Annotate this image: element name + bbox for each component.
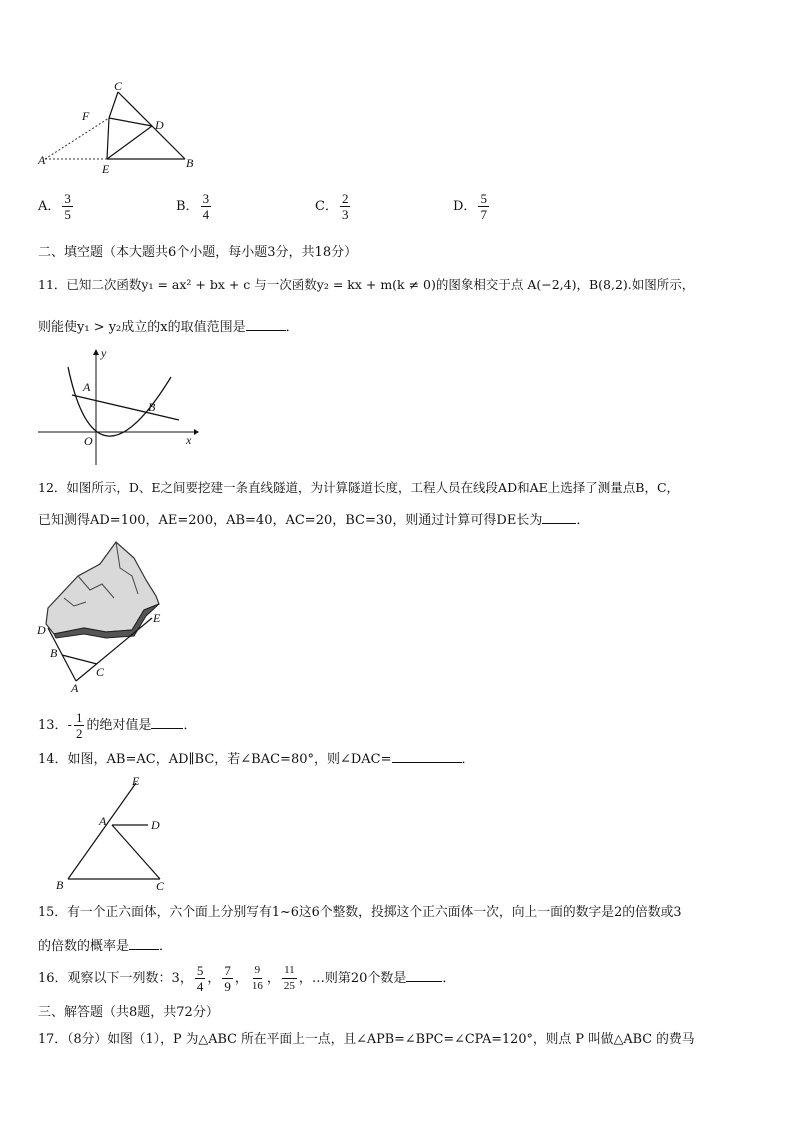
option-b-letter: B． [176,199,199,214]
question-17: 17．（8分）如图（1），P 为△ABC 所在平面上一点，且∠APB=∠BPC=∠CPA=120°，则点 P 叫做△ABC 的费马 [38,1032,695,1047]
label-C: C [114,79,123,93]
label-A: A [38,153,46,167]
question-12-prompt: 已知测得AD=100，AE=200，AB=40，AC=20，BC=30，则通过计算可得DE长为 [38,513,543,528]
label-D: D [155,118,164,132]
option-b-fraction: $\frac{3}{4}$ [202,191,210,222]
point-A-label: A [71,681,79,695]
point-C-label: C [156,879,165,893]
answer-blank-14[interactable] [392,750,462,763]
point-B-label: B [56,878,64,892]
point-A-label: A [83,380,91,394]
answer-blank-16[interactable] [406,969,442,982]
sequence-fraction-3: $\frac{9}{16}$ [251,964,263,992]
question-15-line2: 的倍数的概率是 ． [38,939,173,954]
option-c-letter: C． [315,199,338,214]
sequence-fraction-2: $\frac{7}{9}$ [224,963,231,994]
point-B-label: B [148,400,156,414]
option-b [176,191,213,222]
answer-blank-13[interactable] [151,716,183,729]
question-12-line1: 12．如图所示，D、E之间要挖建一条直线隧道，为计算隧道长度，工程人员在线段AD和AE上选择了测量点B，C， [38,480,680,495]
question-13-fraction: $\frac{1}{2}$ [75,710,83,741]
label-B: B [186,156,194,170]
answer-blank-12[interactable] [542,511,576,524]
axis-x-label: x [186,433,192,447]
option-a-letter: A． [38,199,61,214]
triangle-figure-q14 [50,773,180,893]
sequence-fraction-4: $\frac{11}{25}$ [283,964,295,992]
sequence-fraction-1: $\frac{5}{4}$ [196,963,204,994]
point-A-label: A [99,814,107,828]
option-c [315,191,352,222]
question-13: 13．- $\frac{1}{2}$ 的绝对值是 ． [38,710,197,741]
option-a-fraction: $\frac{3}{5}$ [64,191,71,222]
question-14: 14．如图，AB=AC，AD∥BC，若∠BAC=80°，则∠DAC= ． [38,752,475,767]
answer-blank-11[interactable] [246,318,286,331]
question-12-line2: 已知测得AD=100，AE=200，AB=40，AC=20，BC=30，则通过计算可得DE长为 ． [38,513,590,528]
option-c-fraction: $\frac{2}{3}$ [341,191,349,222]
point-D-label: D [151,818,160,832]
point-C-label: C [96,665,105,679]
question-15-line1: 15．有一个正六面体，六个面上分别写有1~6这6个整数，投掷这个正六面体一次，向上一面的数字是2的倍数或3 [38,905,682,920]
point-E-label: E [153,611,161,625]
option-d-letter: D． [453,199,477,214]
question-11-line1: 11．已知二次函数y₁ = ax² + bx + c 与一次函数y₂ = kx + m(k ≠ 0)的图象相交于点 A(−2,4)，B(8,2).如图所示， [38,277,695,292]
question-14-prompt: 14．如图，AB=AC，AD∥BC，若∠BAC=80°，则∠DAC= [38,752,392,767]
question-16: 16．观察以下一列数：3， $\frac{5}{4}$ ， $\frac{7}{9}$ ， $\frac{9}{16}$ ， $\frac{11}{25}$ ，…则第20个数是 ． [38,963,456,994]
question-11-prompt: 则能使y₁ > y₂成立的x的取值范围是 [38,320,246,335]
question-15-prompt: 的倍数的概率是 [38,939,130,954]
answer-blank-15[interactable] [129,937,159,950]
option-d-fraction: $\frac{5}{7}$ [480,191,487,222]
point-D-label: D [37,623,46,637]
label-F: F [82,109,90,123]
mountain-figure-q12 [34,538,174,696]
point-E-label: E [132,774,140,788]
option-d [453,191,491,222]
graph-q11 [36,345,201,470]
section-heading-fill-blank: 二、填空题（本大题共6个小题，每小题3分，共18分） [38,245,358,260]
triangle-figure-top [30,75,205,180]
option-a [38,191,75,222]
axis-y-label: y [101,346,107,360]
label-E: E [102,162,110,176]
section-heading-solve: 三、解答题（共8题，共72分） [38,1005,219,1020]
question-11-line2: 则能使y₁ > y₂成立的x的取值范围是 ． [38,320,299,335]
point-B-label: B [50,646,58,660]
origin-label: O [84,434,93,448]
